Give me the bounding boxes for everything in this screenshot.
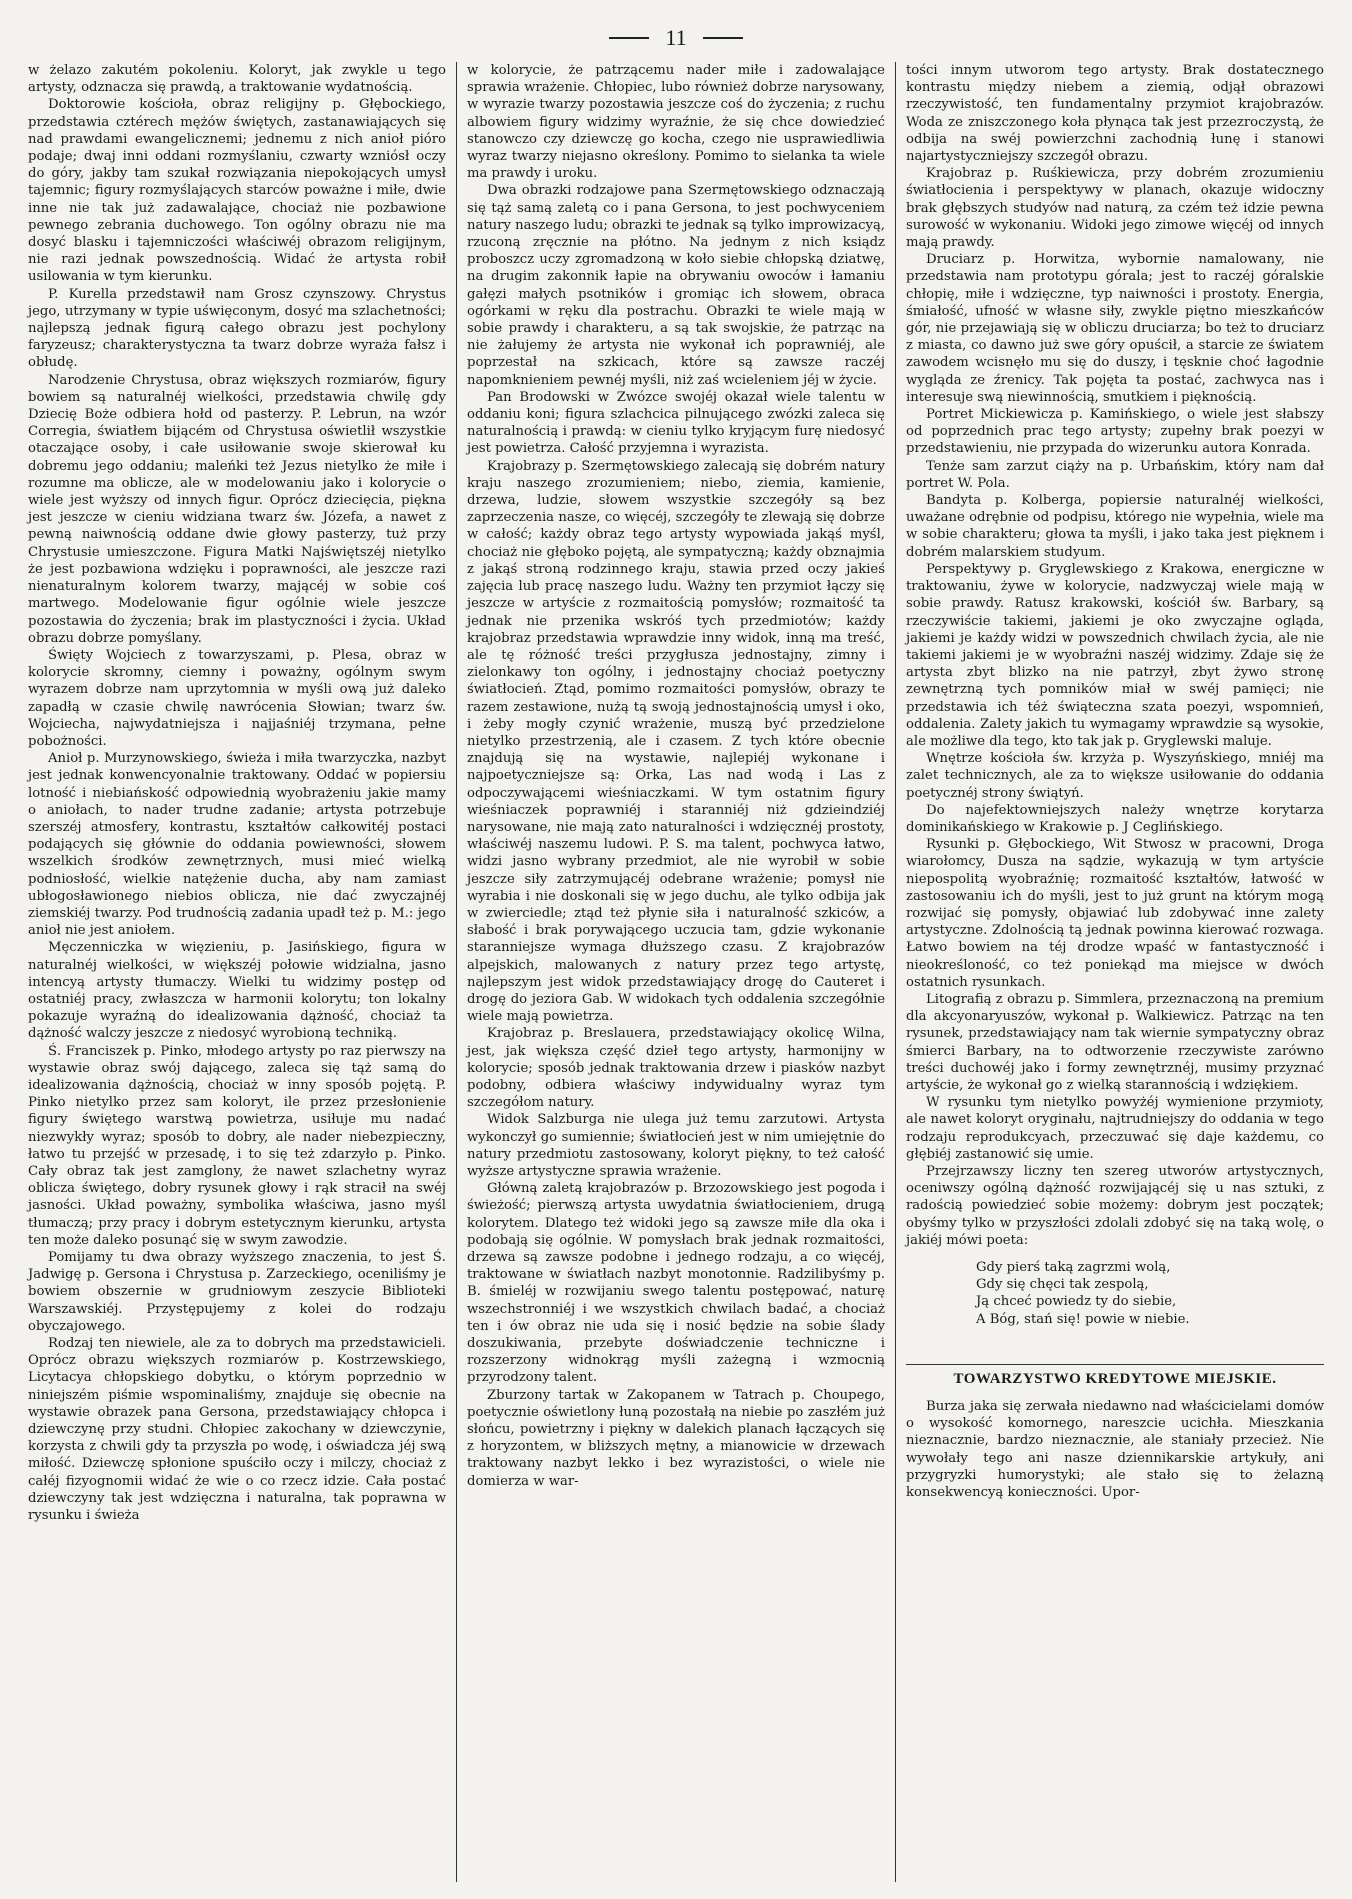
article-paragraph: Rysunki p. Głębockiego, Wit Stwosz w pracowni, Droga wiarołomcy, Dusza na sądzie, wykazują w tym artyście niepospolitą wyobraźnię; rozmaitość kształtów, łatwość w zastosowaniu ich do myśli, jest to już grunt na którym mogą rozwijać się pomysły, objawiać lub zdobywać inne zalety artystyczne. Zdolnością tą jednak powinna kierować rozwaga. Łatwo bowiem na téj drodze wpaść w fantastyczność i nieokreśloność, co też poniekąd ma miejsce w dwóch ostatnich rysunkach. <box>906 837 1324 990</box>
article-paragraph: Krajobraz p. Breslauera, przedstawiający okolicę Wilna, jest, jak większa część dzieł tego artysty, harmonijny w kolorycie; sposób jednak traktowania drzew i piasków nazbyt podobny, odbiera właściwy indywidualny wyraz tym szczegółom natury. <box>467 1026 885 1111</box>
poem-quote <box>976 1259 1324 1328</box>
poem-line: Gdy pierś taką zagrzmi wolą, <box>976 1260 1171 1276</box>
article-paragraph: tości innym utworom tego artysty. Brak dostatecznego kontrastu między niebem a ziemią, odjął obrazowi rzeczywistość, ten fundamentalny przymiot krajobrazów. Woda ze zniszczonego koła płynąca tak jest przezroczystą, że odbija na swéj powierzchni zachodnią łunę i stanowi najartystyczniejszy szczegół obrazu. <box>906 63 1324 165</box>
article-paragraph: w żelazo zakutém pokoleniu. Koloryt, jak zwykle u tego artysty, odznacza się prawdą, a traktowanie wydatnością. <box>28 63 446 96</box>
article-paragraph: Portret Mickiewicza p. Kamińskiego, o wiele jest słabszy od poprzednich prac tego artysty; zupełny brak poezyi w przedstawieniu, nie przypada do wizerunku autora Konrada. <box>906 407 1324 457</box>
article-paragraph: Ś. Franciszek p. Pinko, młodego artysty po raz pierwszy na wystawie obraz swój dającego, zaleca się tąż samą do idealizowania dążnością, chociaż w inny sposób pojętą. P. Pinko nietylko przez sam koloryt, ile przez przesłonienie figury świętego warstwą powietrza, usiłuje mu nadać niezwykły wyraz; sposób to dobry, ale nader niebezpieczny, łatwo tu przejść w przesadę, i to się też zdarzyło p. Pinko. Cały obraz tak jest zamglony, że nawet szlachetny wyraz oblicza świętego, dobry rysunek głowy i rąk stracił na swéj jasności. Układ poważny, symbolika właściwa, jasno myśl tłumaczą; przy pracy i dobrym estetycznym kierunku, artysta ten może daleko posunąć się w swym zawodzie. <box>28 1043 446 1248</box>
header-rule-left <box>609 37 649 39</box>
article-paragraph: Burza jaka się zerwała niedawno nad właścicielami domów o wysokość komornego, nareszcie ucichła. Mieszkania nieznacznie, bardzo nieznacznie, ale staniały przecież. Nie wywołały tego ani nasze dziennikarskie artykuły, ani przygryzki humorystyki; ale stało się to żelazną konsekwencyą konieczności. Upor- <box>906 1399 1324 1501</box>
article-paragraph: Doktorowie kościoła, obraz religijny p. Głębockiego, przedstawia cztérech mężów świętych, zastanawiających się nad prawdami ewangelicznemi; jednemu z nich anioł pióro podaje; dwaj inni oddani rozmyślaniu, czwarty wzniósł oczy do góry, jakby tam szukał rozwiązania niepokojących umysł tajemnic; figury rozmyślających starców poważne i miłe, dwie inne nie tak już zadawalające, chociaż nie pozbawione pewnego zebrania duchowego. Ton ogólny obrazu nie ma dosyć blasku i tajemniczości właściwéj obrazom religijnym, nie razi jednak powszednością. Widać że artysta robił usilowania w tym kierunku. <box>28 97 446 285</box>
poem-line: Gdy się chęci tak zespolą, <box>976 1277 1149 1293</box>
article-paragraph: Przejrzawszy liczny ten szereg utworów artystycznych, oceniwszy ogólną dążność rozwijającéj się u nas sztuki, z radością powiedzieć sobie możemy: dobrym jest początek; obyśmy tylko w przyszłości zdolali zdobyć się na taką wolę, o jakiéj mówi poeta: <box>906 1164 1324 1248</box>
article-paragraph: Bandyta p. Kolberga, popiersie naturalnéj wielkości, uważane odrębnie od podpisu, którego nie wypełnia, wiele ma w sobie charakteru; głowa ta myśli, i jako taka jest pięknem i dobrém malarskiem studyum. <box>906 493 1324 560</box>
article-paragraph: Pomijamy tu dwa obrazy wyższego znaczenia, to jest Ś. Jadwigę p. Gersona i Chrystusa p. Zarzeckiego, oceniliśmy je bowiem obszernie w grudniowym zeszycie Biblioteki Warszawskiéj. Przystępujemy z kolei do rodzaju obyczajowego. <box>28 1250 446 1334</box>
article-paragraph: Perspektywy p. Gryglewskiego z Krakowa, energiczne w traktowaniu, żywe w kolorycie, nadzwyczaj wiele mają w sobie prawdy. Ratusz krakowski, kościół św. Barbary, są rzeczywiście takiemi, jakiemi je oko zwyczajne ogląda, jakiemi je każdy widzi w powszednich chwilach życia, ale nie takiemi jakiemi je w wyobraźni naszéj widzimy. Zdaje się że artysta zbyt blizko na nie patrzył, zbyt żywo stronę zewnętrzną tych pomników miał w swéj pamięci; nie przedstawia ich téż świąteczna szata poezyi, wspomnień, oddalenia. Zalety jakich tu wymagamy wprawdzie są wysokie, ale możliwe dla tego, kto tak jak p. Gryglewski maluje. <box>906 561 1324 749</box>
section-body <box>906 1398 1324 1501</box>
column-right <box>895 62 1334 1882</box>
article-paragraph: Pan Brodowski w Zwózce swojéj okazał wiele talentu w oddaniu koni; figura szlachcica pilnującego zwózki zaleca się naturalnością i prawdą: w cieniu tylko kryjącym furę niedosyć jest powietrza. Całość przyjemna i wyrazista. <box>467 389 885 457</box>
article-paragraph: W rysunku tym nietylko powyżéj wymienione przymioty, ale nawet koloryt oryginału, najtrudniejszy do oddania w tego rodzaju reprodukcyach, przeczuwać się daje każdemu, co głębiéj zastanowić się umie. <box>906 1095 1324 1162</box>
article-paragraph: Druciarz p. Horwitza, wybornie namalowany, nie przedstawia nam prototypu górala; jest to raczéj góralskie chłopię, miłe i wdzięczne, typ naiwności i prostoty. Energia, śmiałość, ufność w własne siły, zwykle piętno mieszkańców gór, nie przejawiają się w obliczu druciarza; bo też to druciarz z miasta, co dawno już swe góry opuścił, a starcie ze światem zawodem wcisnęło mu się do duszy, i tęsknie choć łagodnie wygląda ze źrenicy. Tak pojęta ta postać, zachwyca nas i interesuje swą niewinnością, smutkiem i pięknością. <box>906 252 1324 405</box>
page-number: 11 <box>665 25 687 50</box>
section-title: TOWARZYSTWO KREDYTOWE MIEJSKIE. <box>906 1364 1324 1388</box>
column-left <box>18 62 456 1882</box>
poem-line: Ją chceć powiedz ty do siebie, <box>976 1294 1177 1310</box>
article-paragraph: Wnętrze kościoła św. krzyża p. Wyszyńskiego, mniéj ma zalet technicznych, ale za to większe usiłowanie do oddania poetycznéj strony świątyń. <box>906 751 1324 801</box>
article-paragraph: Tenże sam zarzut ciąży na p. Urbańskim, który nam dał portret W. Pola. <box>906 458 1324 491</box>
article-paragraph: w kolorycie, że patrzącemu nader miłe i zadowalające sprawia wrażenie. Chłopiec, lubo również dobrze narysowany, w wyrazie twarzy pozostawia jeszcze coś do życzenia; z ruchu albowiem figury widzimy wyraźnie, że się chce dowiedzieć stanowczo czy dziewczę go kocha, czego nie usprawiedliwia wyraz twarzy niejasno określony. Pomimo to sielanka ta wiele ma prawdy i uroku. <box>467 63 885 182</box>
article-paragraph: Litografią z obrazu p. Simmlera, przeznaczoną na premium dla akcyonaryuszów, wykonał p. Walkiewicz. Patrząc na ten rysunek, przedstawiający nam tak wiernie sympatyczny obraz śmierci Barbary, na to odtworzenie rzeczywiste zarówno treści duchowéj jako i formy zewnętrznéj, musimy przyznać artyście, że wykonał go z wielką starannością i wdziękiem. <box>906 991 1324 1093</box>
page-header <box>18 14 1334 62</box>
article-paragraph: Zburzony tartak w Zakopanem w Tatrach p. Choupego, poetycznie oświetlony łuną pozostałą na niebie po zaszłém już słońcu, powietrzny i piękny w dalekich planach łączących się z horyzontem, w bliższych mętny, a mianowicie w drzewach traktowany nazbyt lekko i bez wyrazistości, o wiele nie domierza w war- <box>467 1387 885 1489</box>
article-paragraph: Krajobrazy p. Szermętowskiego zalecają się dobrém natury kraju naszego zrozumieniem; niebo, ziemia, kamienie, drzewa, ludzie, słowem wszystkie szczegóły są bez zaprzeczenia nasze, co więcéj, szczegóły te zlewają się dobrze w całość; każdy obraz tego artysty wypowiada jakąś myśl, chociaż nie głęboko pojętą, ale sympatyczną; każdy obznajmia z jakąś stroną rodzinnego kraju, stawia przed oczy jakieś zajęcia lub pracę naszego ludu. Ważny ten przymiot łączy się jeszcze w artyście z rozmaitością pomysłów; rozmaitość ta jednak nie przenika wskróś tych przedmiotów; każdy krajobraz przedstawia wprawdzie inny widok, inną ma treść, ale tę różność treści przygłusza jednostajny, zimny i zielonkawy ton ogólny, i jednostajny chociaż poetyczny światłocień. Ztąd, pomimo rozmaitości pomysłów, obrazy te razem zestawione, nużą tą swoją jednostajnością umysł i oko, i żeby mogły czynić wrażenie, muszą być przedzielone nietylko przestrzenią, ale i czasem. Z tych które obecnie znajdują się na wystawie, najlepiéj wykonane i najpoetyczniejsze są: Orka, Las nad wodą i Las z odpoczywającemi wieśniaczkami. W tym ostatnim figury wieśniaczek poprawniéj i staranniéj niż gdzieindziéj narysowane, nie mają zato naturalności i wdzięcznéj prostoty, właściwéj naszemu ludowi. P. S. ma talent, pochwyca łatwo, widzi jasno wybrany przedmiot, ale nie wyrobił w sobie jeszcze siły zatrzymującéj odebrane wrażenie; pomysł nie wyrabia i nie doskonali się w jego duchu, ale tylko odbija jak w zwierciedle; ztąd też płynie siła i naturalność szkiców, a słabość i brak porywającego uczucia tam, gdzie wykonanie staranniejsze wymaga dłuższego czasu. Z krajobrazów alpejskich, malowanych z natury przez tego artystę, najlepszym jest widok przedstawiający drogę do Cauteret i drogę do jeziora Gab. W widokach tych oddalenia szczegółnie wiele mają powietrza. <box>467 458 885 1025</box>
article-paragraph: Dwa obrazki rodzajowe pana Szermętowskiego odznaczają się tąż samą zaletą co i pana Gersona, to jest pochwyceniem natury naszego ludu; obrazki te jednak są tylko improwizacyą, rzuconą zręcznie na płótno. Na jednym z nich ksiądz proboszcz uczy zgromadzoną w koło siebie chłopską dziatwę, na drugim zakonnik łapie na obrywaniu owoców i łamaniu gałęzi małych psotników i gromiąc ich słowem, obraca ogórkami w ręku dla postrachu. Obrazki te wiele mają w sobie prawdy i charakteru, a są tak swojskie, że patrząc na nie żałujemy że artysta nie wykonał ich poprawniéj, ale poprzestał na szkicach, które są zawsze raczéj napomknieniem pewnéj myśli, niż zaś wcieleniem jéj w życie. <box>467 183 885 388</box>
article-paragraph: Krajobraz p. Ruśkiewicza, przy dobrém zrozumieniu światłocienia i perspektywy w planach, okazuje widoczny brak głębszych studyów nad naturą, za czém też idzie pewna surowość w wykonaniu. Widoki jego zimowe więcéj od innych mają prawdy. <box>906 166 1324 251</box>
column-right-body <box>906 62 1324 1249</box>
article-paragraph: Główną zaletą krajobrazów p. Brzozowskiego jest pogoda i świeżość; pierwszą artysta uwydatnia światłocieniem, drugą kolorytem. Dlatego też widoki jego są zawsze miłe dla oka i podobają się ogólnie. W pomysłach brak jednak rozmaitości, drzewa są zawsze podobne i jednego rodzaju, a co więcéj, traktowane w światłach nazbyt monotonnie. Radzilibyśmy p. B. śmieléj w rozwijaniu swego talentu postępować, naturę wszechstronniéj i we wszystkich chwilach badać, a chociaż ten i ów obraz nie uda się i nosić będzie na sobie ślady doszukiwania, przebyte doświadczenie techniczne i rozszerzony widnokrąg myśli zażegną i wzmocnią przyrodzony talent. <box>467 1181 885 1386</box>
poem-line: A Bóg, stań się! powie w niebie. <box>976 1311 1190 1327</box>
article-paragraph: Rodzaj ten niewiele, ale za to dobrych ma przedstawicieli. Oprócz obrazu większych rozmiarów p. Kostrzewskiego, Licytacya chłopskiego dobytku, o którym poprzednio w niniejszém piśmie wspominaliśmy, znajduje się obecnie na wystawie obrazek pana Gersona, przedstawiający chłopca i dziewczynę przy studni. Chłopiec zakochany w dziewczynie, korzysta z chwili gdy ta przyszła po wodę, i oświadcza jéj swą miłość. Dziewczę spłonione spuściło oczy i milczy, chociaż z całéj fizyognomii widać że wie o co rzecz idzie. Cała postać dziewczyny tak jest wdzięczna i naturalna, tak poprawna w rysunku i świeża <box>28 1336 446 1524</box>
article-paragraph: P. Kurella przedstawił nam Grosz czynszowy. Chrystus jego, utrzymany w typie uświęconym, dosyć ma szlachetności; najlepszą jednak figurą całego obrazu jest pochylony faryzeusz; charakterystyczna ta twarz dobrze wyraża fałsz i obłudę. <box>28 286 446 371</box>
article-paragraph: Widok Salzburga nie ulega już temu zarzutowi. Artysta wykonczył go sumiennie; światłocień jest w nim umiejętnie do natury przedmiotu zastosowany, koloryt piękny, to też całość wyższe artystyczne sprawia wrażenie. <box>467 1112 885 1179</box>
article-paragraph: Święty Wojciech z towarzyszami, p. Plesa, obraz w kolorycie skromny, ciemny i poważny, ogólnym swym wyrazem dobrze nam uprzytomnia w myśli ową już daleko zapadłą w czasie chwilę nawrócenia Słowian; twarz św. Wojciecha, najwydatniejsza i najjaśniéj trzymana, pełne pobożności. <box>28 647 446 749</box>
article-paragraph: Do najefektowniejszych należy wnętrze korytarza dominikańskiego w Krakowie p. J Ceglińskiego. <box>906 802 1324 835</box>
article-paragraph: Męczenniczka w więzieniu, p. Jasińskiego, figura w naturalnéj wielkości, w większéj połowie widzialna, jasno intencyą artysty tłumaczy. Wielki tu widzimy postęp od ostatniéj pracy, zwłaszcza w harmonii kolorytu; ton lokalny pokazuje wyraźną do idealizowania dążność, chociaż ta dążność walczy jeszcze z niedosyć wyrobioną techniką. <box>28 940 446 1042</box>
article-paragraph: Anioł p. Murzynowskiego, świeża i miła twarzyczka, nazbyt jest jednak konwencyonalnie traktowany. Oddać w popiersiu lotność i niebiańskość odpowiednią wyobrażeniu jakie mamy o aniołach, to nader trudne zadanie; artysta potrzebuje szerszéj atmosfery, kontrastu, kształtów całkowitéj postaci podających się głównie do oddania powiewności, słowem wszelkich środków zewnętrznych, musi mieć wielką podniosłość, wielkie natężenie ducha, aby nam zamiast ubłogosławionego niebios oblicza, nie dać zwyczajnéj ziemskiéj twarzy. Pod trudnością zadania upadł też p. M.: jego anioł nie jest aniołem. <box>28 751 446 939</box>
article-paragraph: Narodzenie Chrystusa, obraz większych rozmiarów, figury bowiem są naturalnéj wielkości, przedstawia chwilę gdy Dziecię Boże odbiera hołd od pasterzy. P. Lebrun, na wzór Corregia, światłem bijącém od Chrystusa oświetlił wszystkie otaczające osoby, i całe usiłowanie swoje skierował ku dobremu jego oddaniu; maleńki też Jezus nietylko że miłe i rozumne ma oblicze, ale w modelowaniu jako i kolorycie o wiele jest wyższy od innych figur. Oprócz dziecięcia, piękna jest jeszcze w cieniu widziana twarz św. Józefa, a nawet z pewną naiwnością oddane dwie głowy pasterzy, tuż przy Chrystusie umieszczone. Figura Matki Najświętszéj nietylko że jest pozbawiona wdzięku i poprawności, ale jeszcze razi nienaturalnym kolorem twarzy, mającéj w sobie coś martwego. Modelowanie figur ogólnie wiele jeszcze pozostawia do życzenia; brak im plastyczności i życia. Układ obrazu dobrze pomyślany. <box>28 372 446 646</box>
column-middle <box>456 62 895 1882</box>
header-rule-right <box>703 37 743 39</box>
text-columns <box>18 62 1334 1882</box>
